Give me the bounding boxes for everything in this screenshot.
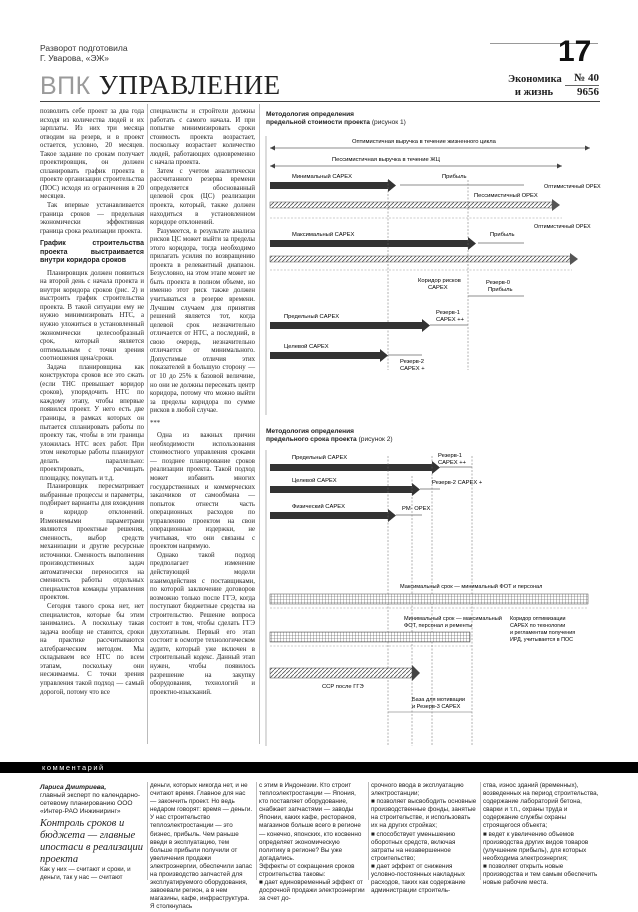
paragraph: Задача планировщика как конструктора сроков все это сжать (если ТНС превышает коридор сроков), упорядочить НТС по каждому этапу, чтобы впервые появился проект. У него есть две границы, в рамках которых он пытается спланировать работы по проекту так, чтобы в эти границы уложилась НТС всех работ. При этом некоторые работы планируют делать параллельно: проектировать, расчищать площадку, покупать и т.д. [40,363,144,482]
f2-label-reserve2: Резерв-2 CAPEX + [432,480,483,486]
label-reserve1-2: CAPEX ++ [436,317,465,323]
paragraph: Затем с учетом аналитически рассчитанного резерва времени определяется обоснованный целевой срок (ЦС) реализации проекта, который, также должен находиться в установленном коридоре отклонений. [150,167,255,227]
header-divider [40,101,600,102]
pess-revenue-arrow [270,164,562,169]
commentary-col-3: срочного ввода в эксплуатацию электростанции; ■ позволяет высвободить основные производственные фонды, занятые на строительстве, и использовать их на других стройках; ■ способствует уменьшению оборотных средств, включая затраты на незавершенное строительство; ■ дает эффект от снижения условно-постоянных накладных расходов, таких как содержание администрации строитель- [371,782,477,895]
f2-label-reserve1-1: Резерв-1 [438,453,462,459]
f2-label-rm-opex: PM- OPEX [402,506,431,512]
newspaper-name [508,73,560,99]
prepared-by [40,43,128,63]
paper-line1: Экономика [508,74,562,85]
commentary-divider [256,782,257,880]
commentary-col-1: деньги, которых никогда нет, и не считают время. Главное для нас — закончить проект. Но ведь недаром говорят: время — деньги. У нас строительство теплоэлектростанции — это бизнес, прибыль. Чем раньше введи в эксплуатацию, тем больше прибыли получили от увеличения продажи электроэнергии, обеспечили запас на производство запчастей для эксплуатируемого оборудования, завоевали регион, а в нем магазины, кафе, инфраструктура. Я столкнулась [150,782,253,911]
paragraph: позволить себе проект за два года исходя из количества людей и их зарплаты. Из них три месяца отводим на резерв, и в проект остается, условно, 20 месяцев. Такое задание по срокам получает проектировщик, он должен спланировать график проекта в проекте организации строительства (ПОС) исходя из ограничения в 20 месяцев. [40,108,144,201]
label-reserve2-1: Резерв-2 [400,359,424,365]
paragraph: специалисты и стройтели должны работать с самого начала. И при попытке минимизировать сроки стоимость проекта возрастает, поскольку возрастает количество людей, работающих одновременно с начала проекта. [150,108,255,167]
label-limit-capex: Предельный CAPEX [284,314,340,320]
paragraph: Планировщик должен появиться на второй день с начала проекта и внутри коридора сроков (рис. 2) и выстроить график строительства проекта. В такой ситуации ему не нужно минимизировать НТС, а нужно уложиться в установленный экономически целесообразный срок, который является оптимальным с точки зрения соотношения цена/сроки. [40,269,144,363]
label-profit2: Прибыль [490,232,515,238]
target-capex-bar [270,349,388,362]
f2-label-min-term-2: ФОТ, персонал и ременты [404,623,473,629]
label-reserve0-2: Прибыль [488,287,513,293]
f2-max-term-bar [270,594,588,604]
f2-label-min-term-1: Минимальный срок — максимальный [404,616,502,622]
commentary-label: комментарий [42,763,105,772]
label-pess-opex: Пессимистичный OPEX [474,193,538,199]
label-max-capex: Максимальный CAPEX [292,232,355,238]
f2-limit-capex-bar [270,461,440,474]
f2-phys-capex-bar [270,509,396,522]
opt-revenue-arrow [270,146,590,151]
author-role: главный эксперт по календарно-сетевому планированию ООО «Интер-РАО Инжиниринг» [40,792,141,815]
f2-label-max-term: Максимальный срок — минимальный ФОТ и персонал [400,584,543,590]
label-reserve2-2: CAPEX + [400,366,425,372]
label-opt-revenue: Оптимистичная выручка в течение жизненного цикла [352,139,496,145]
f2-label-base-2: и Резерв-3 CAPEX [412,704,461,710]
min-capex-bar [270,179,396,192]
issue-total: 9656 [577,86,599,98]
figure1-diagram [262,130,602,420]
figure2-title-line1: Методология определения [266,428,355,435]
label-reserve1-1: Резерв-1 [436,310,460,316]
label-pess-revenue: Пессимистичная выручка в течение ЖЦ [332,157,440,163]
f2-label-base-1: База для мотивации [412,697,466,703]
limit-capex-bar [270,319,430,332]
paragraph: Одна из важных причин необходимости использования стоимостного управления сроками — позднее планирование сроков реализации проекта. Такой подход может избавить многих государственных и коммерческих заказчиков от самообмана — попыток отнести часть операционных расходов по управлению проектом на свои операционные издержки, не учитывая, что они связаны с проектом напрямую. [150,432,255,551]
figure1-title-line1: Методология определения [266,111,355,118]
figure2-ref: (рисунок 2) [358,436,393,443]
f2-label-corridor-3: и регламентам получения [510,630,576,636]
prepared-by-line1: Разворот подготовила [40,43,128,53]
rubric-label: УПРАВЛЕНИЕ [98,70,281,100]
f2-label-reserve1-2: CAPEX ++ [438,460,467,466]
label-min-capex: Минимальный CAPEX [292,174,352,180]
issue-number [565,72,599,99]
f2-label-ccr: CCP после ГГЭ [322,684,364,690]
commentary-bar [0,762,638,773]
paragraph: Однако такой подход предполагает изменение действующей модели взаимодействия с поставщиками, по которой заключение договоров возможно только после ГГЭ, когда поступают бюджетные средства на строительство. Решение вопроса состоит в том, чтобы сделать ГГЭ двухэтапным. Первый его этап состоит в осмотре технологическом аудите, который уже включен в строительный кодекс. Данный этап нужен, чтобы появилось разрешение на закупку оборудования, технологий и проектно-изысканий. [150,551,255,696]
figure2-diagram [262,446,602,752]
f2-ccr-bar [270,665,420,681]
f2-label-target-capex: Целевой CAPEX [292,478,337,484]
label-opt-opex2: Оптимистичный OPEX [534,224,591,230]
label-reserve0-1: Резерв-0 [486,280,510,286]
author-name: Лариса Дмитриева, [40,784,107,791]
section-label: ВПК [40,72,91,100]
subheading: График строительства проекта выстраивается внутри коридора сроков [40,240,144,265]
opex-hatch-bar-2 [270,253,578,265]
paragraph: Сегодня такого срока нет, нет специалистов, которые бы этим занимались. А поскольку такая задача вообще не ставится, сроки на практике рассчитываются алгебраическим методом. Мы складываем все НТС по всем этапам, поскольку они несжимаемы. С точки зрения управления такой подход — самый дорогой, потому что все [40,603,144,696]
label-target-capex: Целевой CAPEX [284,344,329,350]
f2-label-corridor-1: Коридор оптимизации [510,616,566,622]
pess-opex-bar [270,199,560,211]
commentary-lead: Контроль сроков и бюджета — главные ипостаси в реализации проекта [40,818,144,865]
commentary-col-4: ства, износ зданий (временных), возведенных на период строительства, содержание лабораторий бетона, сварки и т.п., охраны труда и содержание службы охраны строящегося объекта; ■ ведет к увеличению объемов производства других видов товаров (улучшение прибыль), для которых необходима электроэнергия; ■ позволяет открыть новые производства и тем самым обеспечить новые рабочие места. [483,782,599,887]
figure1-title [266,111,516,127]
commentary-col-2: с этим в Индонезии. Кто строит теплоэлектростанции — Япония, кто поставляет оборудование, снабжает запчастями — заводы Японии, каких кафе, ресторанов, магазинов больше всего в регионе — конечно, японских, кто косвенно определяет экономическую политику в регионе? Вы уже догадались. Эффекты от сокращения сроков строительства таковы: ■ дает единовременный эффект от досрочной продажи электроэнергии за счет до- [259,782,365,903]
column-divider [147,104,148,744]
column-divider [259,104,260,744]
prepared-by-line2: Г. Уварова, «ЭЖ» [40,53,109,63]
f2-label-corridor-4: ИРД, учитывается в ПОС [510,637,574,643]
commentary-divider [368,782,369,880]
f2-target-capex-bar [270,483,420,496]
figure2-subtitle: предельного срока проекта [266,436,357,443]
figure1-ref: (рисунок 1) [371,119,406,126]
paragraph: Планировщик пересматривает выбранные процессы и параметры, подбирает варианты для вхождения в коридор отклонений. Изменяемыми параметрами являются проектные решения, сменность, выбор средств механизации и другие ресурсные источники. Сменность выполнения производственных задач автоматически переносится на сменность работы отдельных специалистов команды управления проектом. [40,483,144,602]
article-column-1 [40,108,144,746]
paper-line2: и жизнь [514,87,554,98]
f2-min-term-bar [270,632,470,642]
label-risk-corridor-2: CAPEX [428,285,448,291]
label-profit1: Прибыль [442,174,467,180]
f2-label-limit-capex: Предельный CAPEX [292,455,348,461]
paragraph: Разумеется, в результате анализа рисков ЦС может выйти за пределы этого коридора, тогда необходимо прилагать усилия по возвращению проекта в релевантный диапазон. Безусловно, на этом этапе может не быть проекта в полном объеме, но именно этот риск также должен учитываться в резерве времени. Лучшим случаем для принятия решений является тот, когда целевой срок незначительно отличается от НТС, а последний, в свою очередь, незначительно отличается от минимального. Допустимые отличия этих показателей в большую сторону — от 10 до 25% к базовой величине, но они не должны пересекать центр коридора, потому что можно выйти за пределы коридора по сумме рисков в любой случае. [150,227,255,415]
issue-no: № 40 [565,72,599,86]
commentary-divider [147,782,148,880]
max-capex-bar [270,237,476,250]
figure1-subtitle: предельной стоимости проекта [266,119,370,126]
label-opt-opex: Оптимистичный OPEX [544,184,601,190]
label-risk-corridor-1: Коридор рисков [418,278,461,284]
f2-label-corridor-2: CAPEX по технологии [510,623,566,629]
rubric-title [40,70,281,101]
f2-label-phys-capex: Физический CAPEX [292,504,345,510]
commentary-divider [480,782,481,880]
paragraph: Так впервые устанавливается граница сроков — предельная экономически эффективная граница срока реализации проекта. [40,202,144,235]
separator: *** [150,419,161,427]
article-column-2 [150,108,255,746]
figure2-title [266,428,516,444]
commentary-col-0: Как у них — считают и сроки, и деньги, так у нас — считают [40,866,131,882]
page-number: 17 [558,35,592,68]
author-block [40,784,140,816]
